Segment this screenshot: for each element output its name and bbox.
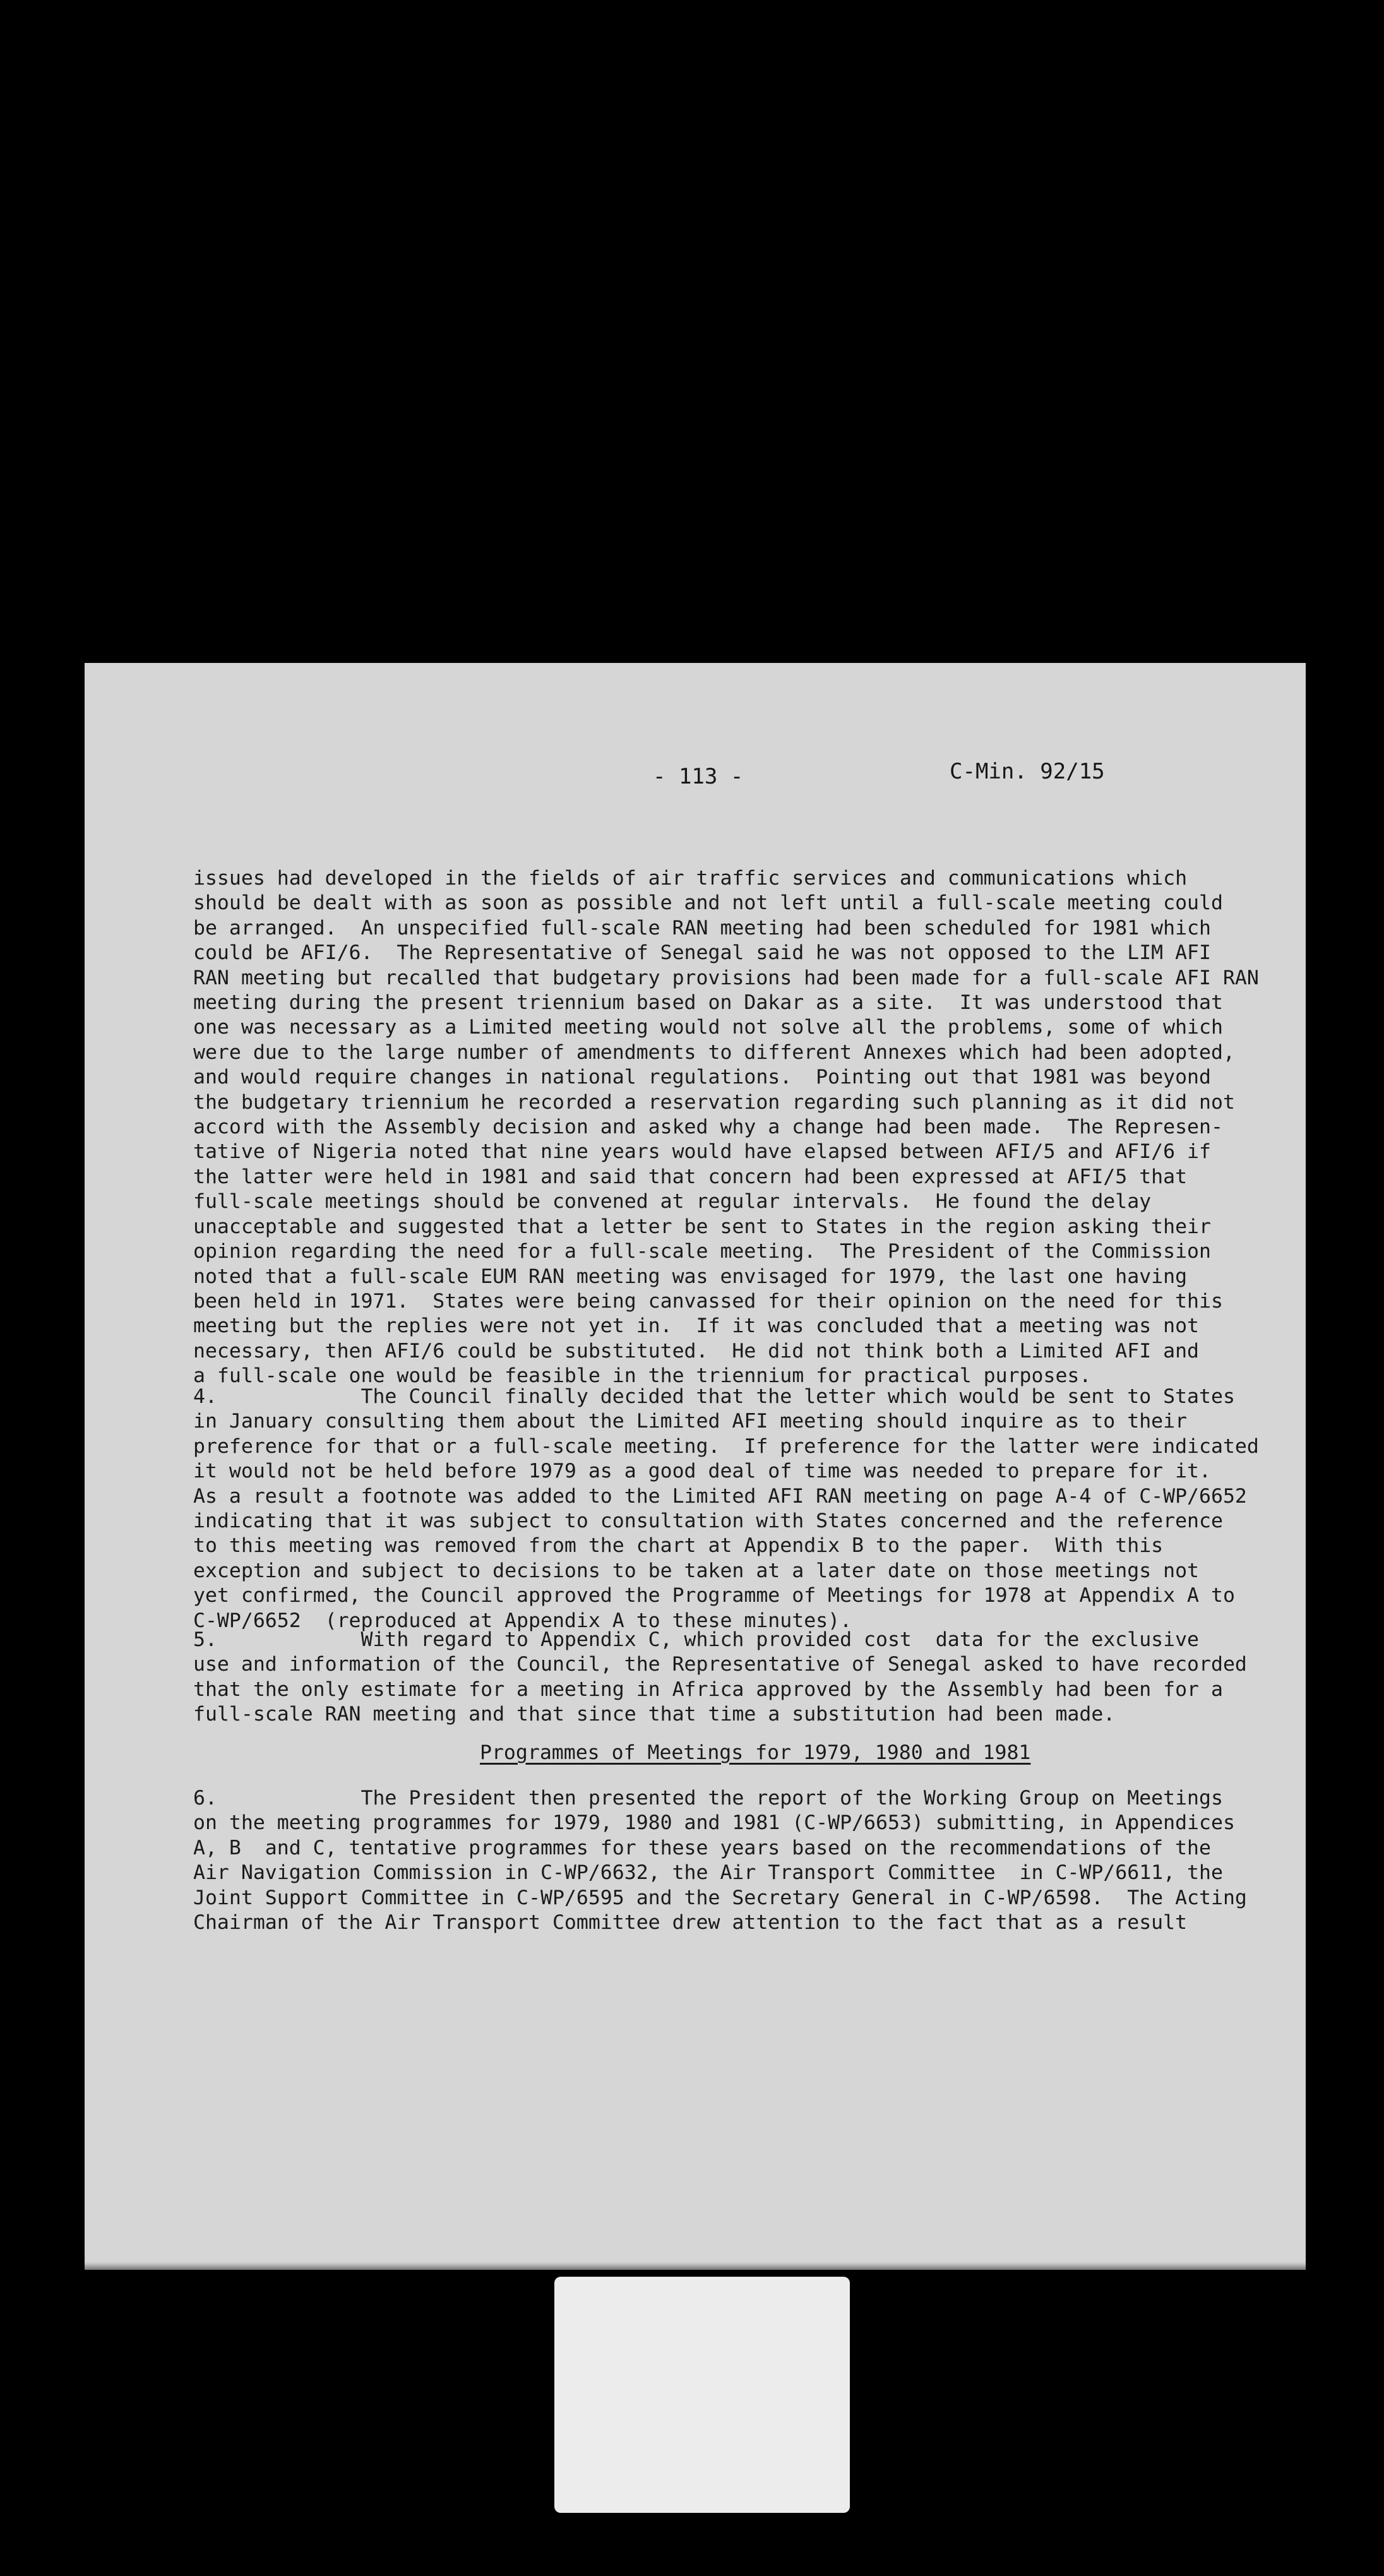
text-line: in January consulting them about the Limited AFI meeting should inquire as to their xyxy=(193,1410,1188,1433)
text-line: full-scale RAN meeting and that since that time a substitution had been made. xyxy=(193,1703,1116,1726)
document-reference: C-Min. 92/15 xyxy=(950,759,1105,784)
text-line: C-WP/6652 (reproduced at Appendix A to these minutes). xyxy=(193,1609,852,1632)
text-line: use and information of the Council, the Representative of Senegal asked to have recorded xyxy=(193,1653,1247,1676)
text-line: one was necessary as a Limited meeting would not solve all the problems, some of which xyxy=(193,1016,1223,1039)
text-line: on the meeting programmes for 1979, 1980 and 1981 (C-WP/6653) submitting, in Appendices xyxy=(193,1811,1235,1835)
text-line: been held in 1971. States were being canvassed for their opinion on the need for this xyxy=(193,1289,1223,1313)
text-line: the budgetary triennium he recorded a reservation regarding such planning as it did not xyxy=(193,1090,1235,1114)
text-line: were due to the large number of amendments to different Annexes which had been adopted, xyxy=(193,1041,1235,1064)
page-number: - 113 - xyxy=(653,764,744,789)
text-line: be arranged. An unspecified full-scale RAN meeting had been scheduled for 1981 which xyxy=(193,916,1211,939)
text-line: a full-scale one would be feasible in the triennium for practical purposes. xyxy=(193,1364,1092,1388)
text-line: preference for that or a full-scale meeting. If preference for the latter were indicated xyxy=(193,1434,1259,1458)
text-line: Air Navigation Commission in C-WP/6632, the Air Transport Committee in C-WP/6611, the xyxy=(193,1861,1223,1885)
text-line: opinion regarding the need for a full-scale meeting. The President of the Commission xyxy=(193,1240,1211,1263)
paragraph-4 xyxy=(193,1385,1292,1633)
text-line: indicating that it was subject to consultation with States concerned and the reference xyxy=(193,1510,1223,1533)
text-line: that the only estimate for a meeting in Africa approved by the Assembly had been for a xyxy=(193,1678,1223,1701)
text-line: it would not be held before 1979 as a good deal of time was needed to prepare for it. xyxy=(193,1460,1211,1483)
paragraph-6 xyxy=(193,1786,1292,1935)
text-line: and would require changes in national regulations. Pointing out that 1981 was beyond xyxy=(193,1066,1211,1089)
text-line: A, B and C, tentative programmes for these years based on the recommendations of the xyxy=(193,1836,1211,1859)
text-line: meeting but the replies were not yet in. If it was concluded that a meeting was not xyxy=(193,1315,1200,1338)
text-line: necessary, then AFI/6 could be substituted. He did not think both a Limited AFI and xyxy=(193,1339,1200,1363)
text-line: 6. The President then presented the report of the Working Group on Meetings xyxy=(193,1787,1223,1810)
text-line: issues had developed in the fields of air traffic services and communications which xyxy=(193,867,1188,890)
blank-card xyxy=(554,2277,850,2513)
text-line: tative of Nigeria noted that nine years would have elapsed between AFI/5 and AFI/6 if xyxy=(193,1140,1211,1164)
paragraph-5 xyxy=(193,1628,1292,1727)
text-line: full-scale meetings should be convened at regular intervals. He found the delay xyxy=(193,1190,1152,1213)
text-line: meeting during the present triennium based on Dakar as a site. It was understood that xyxy=(193,991,1223,1015)
text-line: As a result a footnote was added to the Limited AFI RAN meeting on page A-4 of C-WP/6652 xyxy=(193,1484,1247,1508)
text-line: RAN meeting but recalled that budgetary provisions had been made for a full-scale AFI RAN xyxy=(193,966,1259,989)
text-line: noted that a full-scale EUM RAN meeting was envisaged for 1979, the last one having xyxy=(193,1265,1188,1288)
text-line: Chairman of the Air Transport Committee drew attention to the fact that as a result xyxy=(193,1911,1188,1935)
paragraph-continued xyxy=(193,866,1292,1389)
document-page xyxy=(85,663,1306,2270)
text-line: exception and subject to decisions to be taken at a later date on those meetings not xyxy=(193,1559,1200,1582)
text-line: accord with the Assembly decision and asked why a change had been made. The Represen- xyxy=(193,1116,1223,1139)
text-line: yet confirmed, the Council approved the Programme of Meetings for 1978 at Appendix A to xyxy=(193,1584,1235,1607)
text-line: the latter were held in 1981 and said that concern had been expressed at AFI/5 that xyxy=(193,1165,1188,1188)
text-line: should be dealt with as soon as possible and not left until a full-scale meeting could xyxy=(193,891,1223,915)
text-line: to this meeting was removed from the chart at Appendix B to the paper. With this xyxy=(193,1534,1164,1558)
text-line: could be AFI/6. The Representative of Senegal said he was not opposed to the LIM AFI xyxy=(193,941,1211,965)
text-line: Joint Support Committee in C-WP/6595 and the Secretary General in C-WP/6598. The Acting xyxy=(193,1886,1247,1909)
text-line: unacceptable and suggested that a letter be sent to States in the region asking their xyxy=(193,1215,1211,1238)
text-line: 4. The Council finally decided that the letter which would be sent to States xyxy=(193,1385,1235,1408)
section-heading: Programmes of Meetings for 1979, 1980 and 1981 xyxy=(480,1741,1031,1764)
text-line: 5. With regard to Appendix C, which provided cost data for the exclusive xyxy=(193,1628,1200,1651)
